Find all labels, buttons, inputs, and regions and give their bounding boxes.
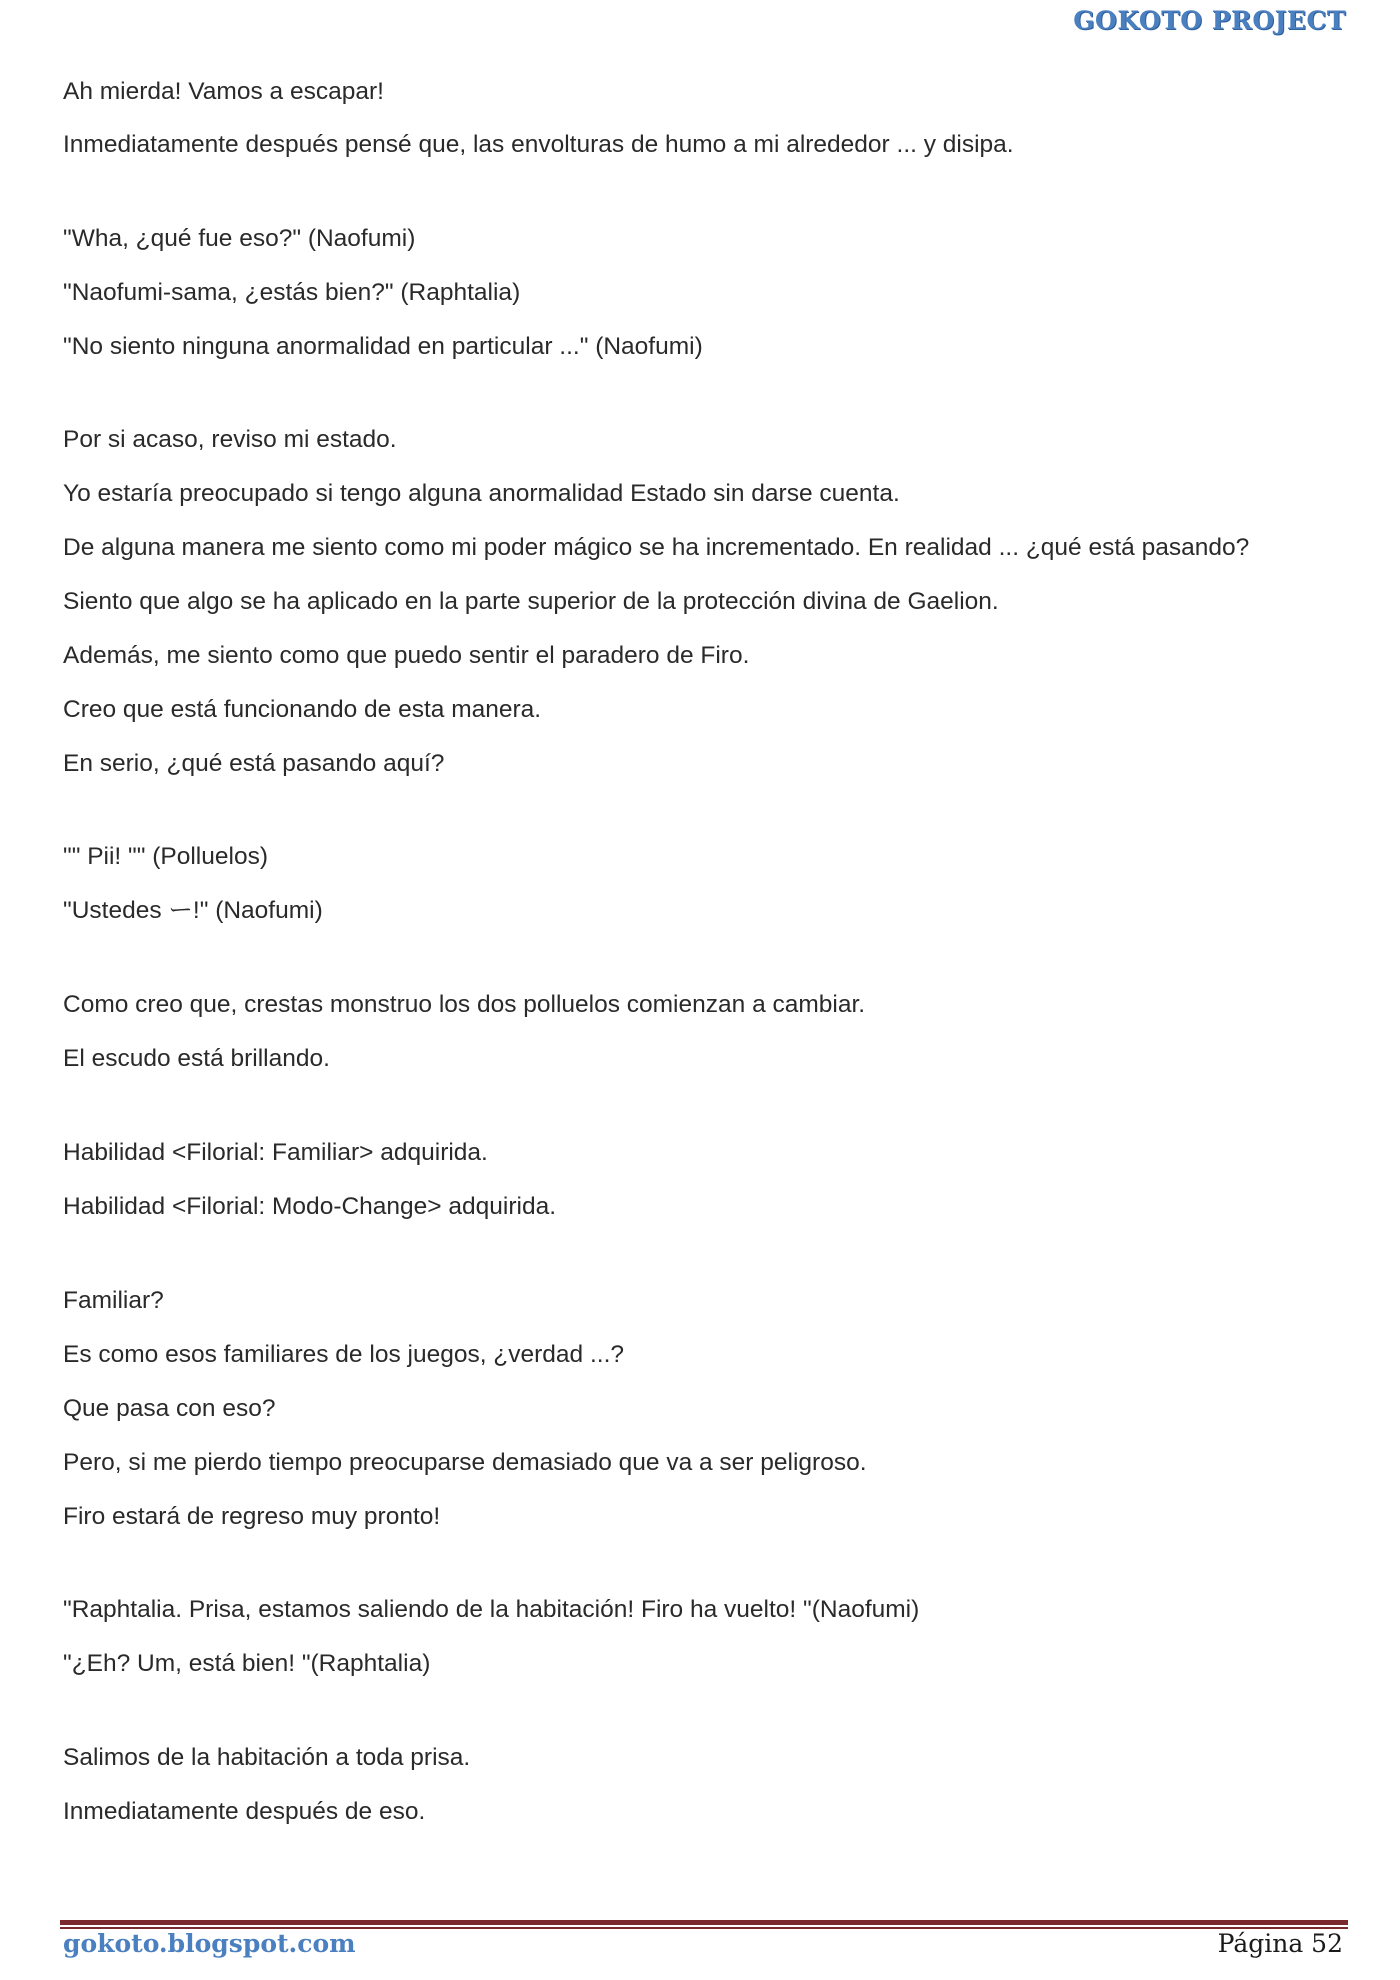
paragraph: Habilidad <Filorial: Modo-Change> adquirida. (63, 1193, 557, 1220)
paragraph: "Raphtalia. Prisa, estamos saliendo de la habitación! Firo ha vuelto! "(Naofumi) (63, 1596, 920, 1623)
footer-blog-link[interactable]: gokoto.blogspot.com (63, 1929, 356, 1958)
paragraph: Siento que algo se ha aplicado en la parte superior de la protección divina de Gaelion. (63, 588, 999, 615)
paragraph: "Naofumi-sama, ¿estás bien?" (Raphtalia) (63, 279, 521, 306)
paragraph: Habilidad <Filorial: Familiar> adquirida. (63, 1139, 488, 1166)
header-title: GOKOTO PROJECT (1073, 6, 1346, 35)
paragraph: En serio, ¿qué está pasando aquí? (63, 750, 445, 777)
paragraph: "Wha, ¿qué fue eso?" (Naofumi) (63, 225, 416, 252)
paragraph: Yo estaría preocupado si tengo alguna anormalidad Estado sin darse cuenta. (63, 480, 900, 507)
page-number: Página 52 (1217, 1929, 1343, 1958)
paragraph: Familiar? (63, 1287, 164, 1314)
paragraph: De alguna manera me siento como mi poder mágico se ha incrementado. En realidad ... ¿qué está pasando? (63, 534, 1250, 561)
paragraph: "¿Eh? Um, está bien! "(Raphtalia) (63, 1650, 431, 1677)
paragraph: Salimos de la habitación a toda prisa. (63, 1744, 471, 1771)
paragraph: Por si acaso, reviso mi estado. (63, 426, 397, 453)
footer-divider-thick (60, 1920, 1348, 1925)
paragraph: "Ustedes ー!" (Naofumi) (63, 897, 323, 924)
paragraph: Inmediatamente después de eso. (63, 1798, 426, 1825)
paragraph: Pero, si me pierdo tiempo preocuparse demasiado que va a ser peligroso. (63, 1449, 867, 1476)
paragraph: Creo que está funcionando de esta manera. (63, 696, 542, 723)
paragraph: Es como esos familiares de los juegos, ¿verdad ...? (63, 1341, 625, 1368)
paragraph: El escudo está brillando. (63, 1045, 330, 1072)
paragraph: Inmediatamente después pensé que, las envolturas de humo a mi alrededor ... y disipa. (63, 131, 1014, 158)
paragraph: Firo estará de regreso muy pronto! (63, 1503, 441, 1530)
paragraph: Ah mierda! Vamos a escapar! (63, 78, 384, 105)
paragraph: Además, me siento como que puedo sentir el paradero de Firo. (63, 642, 750, 669)
paragraph: "" Pii! "" (Polluelos) (63, 843, 268, 870)
paragraph: "No siento ninguna anormalidad en particular ..." (Naofumi) (63, 333, 703, 360)
paragraph: Que pasa con eso? (63, 1395, 276, 1422)
paragraph: Como creo que, crestas monstruo los dos polluelos comienzan a cambiar. (63, 991, 866, 1018)
